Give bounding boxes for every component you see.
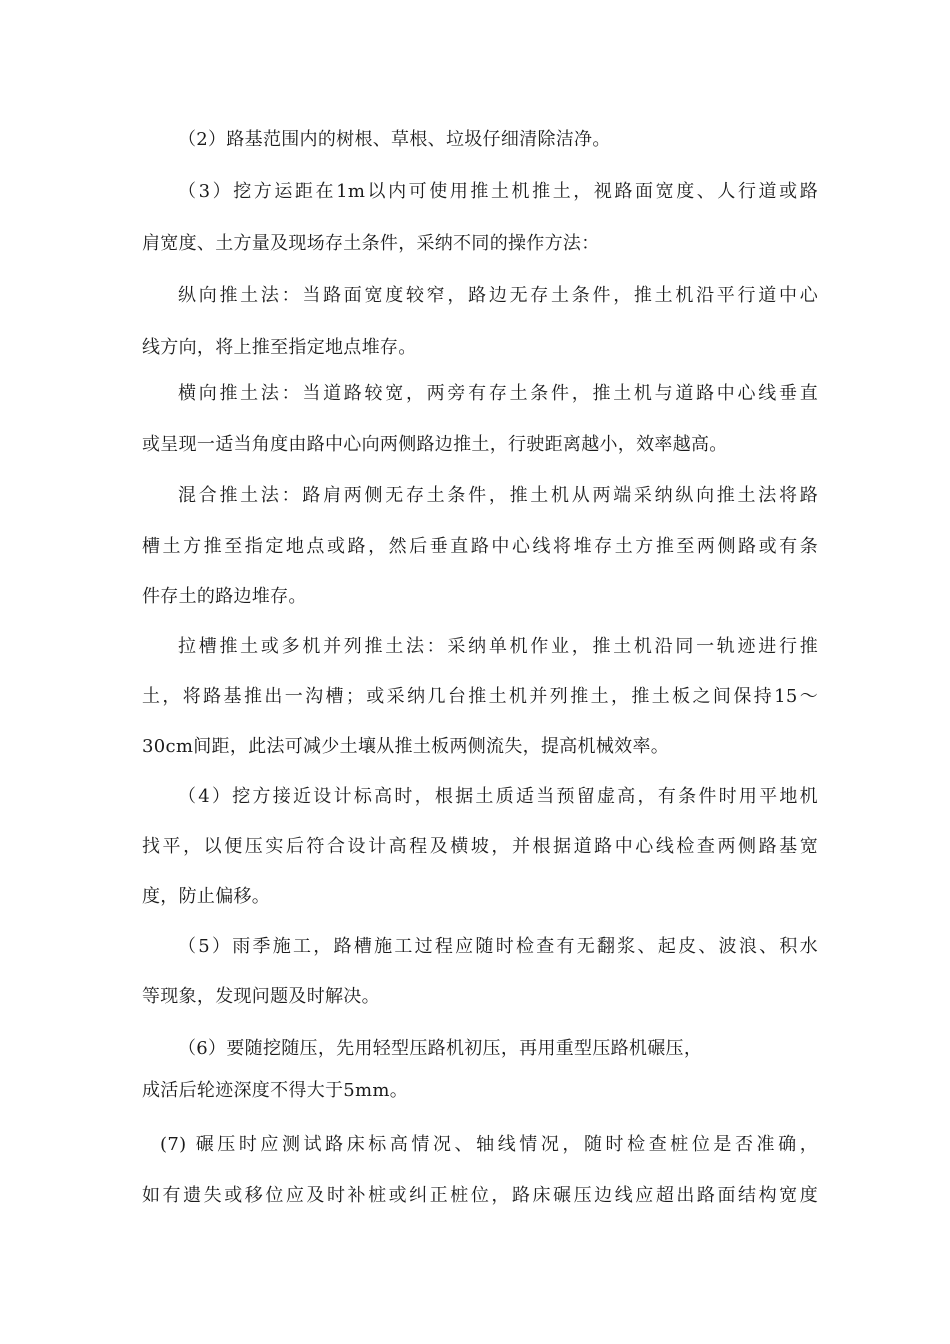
paragraph-mixed-line-2: 槽土方推至指定地点或路，然后垂直路中心线将堆存土方推至两侧路或有条 bbox=[142, 536, 818, 557]
paragraph-4-line-1: （4）挖方接近设计标高时，根据土质适当预留虚高，有条件时用平地机 bbox=[178, 786, 818, 807]
paragraph-longitudinal-line-2: 线方向，将上推至指定地点堆存。 bbox=[142, 337, 417, 358]
paragraph-mixed-line-1: 混合推土法：路肩两侧无存土条件，推土机从两端采纳纵向推土法将路 bbox=[178, 485, 818, 506]
paragraph-4-line-3: 度，防止偏移。 bbox=[142, 886, 271, 907]
paragraph-transverse-line-2: 或呈现一适当角度由路中心向两侧路边推土，行驶距离越小，效率越高。 bbox=[142, 434, 728, 455]
paragraph-longitudinal-line-1: 纵向推土法：当路面宽度较窄，路边无存土条件，推土机沿平行道中心 bbox=[178, 285, 818, 306]
paragraph-transverse-line-1: 横向推土法：当道路较宽，两旁有存土条件，推土机与道路中心线垂直 bbox=[178, 383, 818, 404]
paragraph-3-line-2: 肩宽度、土方量及现场存土条件，采纳不同的操作方法： bbox=[142, 233, 600, 254]
paragraph-mixed-line-3: 件存土的路边堆存。 bbox=[142, 586, 307, 607]
paragraph-4-line-2: 找平，以便压实后符合设计高程及横坡，并根据道路中心线检查两侧路基宽 bbox=[142, 836, 818, 857]
paragraph-5-line-1: （5）雨季施工，路槽施工过程应随时检查有无翻浆、起皮、波浪、积水 bbox=[178, 936, 818, 957]
paragraph-2-line-1: （2）路基范围内的树根、草根、垃圾仔细清除洁净。 bbox=[178, 129, 611, 150]
paragraph-6-line-1: （6）要随挖随压，先用轻型压路机初压，再用重型压路机碾压， bbox=[178, 1038, 703, 1059]
paragraph-trench-line-2: 土，将路基推出一沟槽；或采纳几台推土机并列推土，推土板之间保持15〜 bbox=[142, 686, 818, 707]
paragraph-7-line-2: 如有遗失或移位应及时补桩或纠正桩位，路床碾压边线应超出路面结构宽度 bbox=[142, 1185, 818, 1206]
paragraph-5-line-2: 等现象，发现问题及时解决。 bbox=[142, 986, 380, 1007]
paragraph-7-line-1: (7) 碾压时应测试路床标高情况、轴线情况，随时检查桩位是否准确， bbox=[160, 1134, 818, 1155]
paragraph-trench-line-3: 30cm间距，此法可减少土壤从推土板两侧流失，提高机械效率。 bbox=[142, 736, 670, 757]
paragraph-6-line-2: 成活后轮迹深度不得大于5mm。 bbox=[142, 1080, 409, 1101]
paragraph-3-line-1: （3）挖方运距在1m以内可使用推土机推土，视路面宽度、人行道或路 bbox=[178, 181, 818, 202]
paragraph-trench-line-1: 拉槽推土或多机并列推土法：采纳单机作业，推土机沿同一轨迹进行推 bbox=[178, 636, 818, 657]
